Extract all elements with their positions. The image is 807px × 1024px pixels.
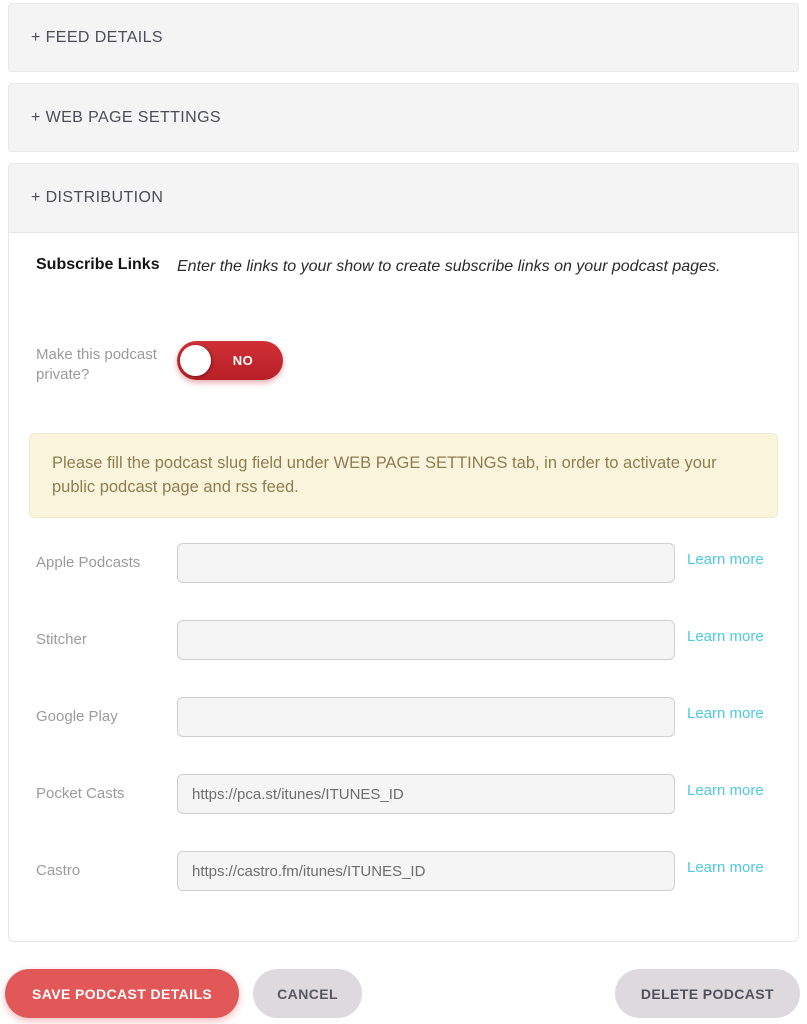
learn-more-link[interactable]: Learn more <box>687 859 764 876</box>
field-row <box>36 543 771 583</box>
accordion-feed-details[interactable] <box>8 3 799 72</box>
actions-bar <box>0 969 807 1018</box>
learn-more-link[interactable]: Learn more <box>687 628 764 645</box>
accordion-web-page-settings-label: + WEB PAGE SETTINGS <box>31 108 222 126</box>
subscribe-links-row <box>36 255 771 279</box>
learn-more-link[interactable]: Learn more <box>687 705 764 722</box>
field-input[interactable] <box>177 851 675 891</box>
distribution-panel <box>8 232 799 942</box>
toggle-state-label: NO <box>232 353 254 368</box>
cancel-button[interactable]: CANCEL <box>253 969 362 1018</box>
field-label: Google Play <box>36 708 118 725</box>
learn-more-link[interactable]: Learn more <box>687 551 764 568</box>
subscribe-link-fields <box>36 543 771 891</box>
accordion-distribution[interactable] <box>8 163 799 232</box>
field-row <box>36 774 771 814</box>
field-label: Apple Podcasts <box>36 554 141 571</box>
field-input[interactable] <box>177 543 675 583</box>
accordion-distribution-label: + DISTRIBUTION <box>31 189 164 206</box>
field-row <box>36 697 771 737</box>
field-input[interactable] <box>177 774 675 814</box>
field-label: Castro <box>36 862 81 879</box>
accordion-web-page-settings[interactable] <box>8 83 799 152</box>
subscribe-links-title: Subscribe Links <box>36 256 160 273</box>
toggle-knob <box>180 345 211 376</box>
field-label: Pocket Casts <box>36 785 125 802</box>
delete-podcast-button[interactable]: DELETE PODCAST <box>615 969 800 1018</box>
save-podcast-details-button[interactable]: SAVE PODCAST DETAILS <box>5 969 239 1018</box>
field-row <box>36 851 771 891</box>
learn-more-link[interactable]: Learn more <box>687 782 764 799</box>
accordion-feed-details-label: + FEED DETAILS <box>31 28 164 46</box>
private-toggle[interactable] <box>177 341 283 380</box>
field-input[interactable] <box>177 620 675 660</box>
field-input[interactable] <box>177 697 675 737</box>
field-label: Stitcher <box>36 631 87 648</box>
field-row <box>36 620 771 660</box>
subscribe-links-description: Enter the links to your show to create subscribe links on your podcast pages. <box>177 258 721 275</box>
private-toggle-label: Make this podcast private? <box>36 346 157 384</box>
slug-warning-banner: Please fill the podcast slug field under WEB PAGE SETTINGS tab, in order to activate your public podcast page and rss feed. <box>29 433 778 519</box>
private-toggle-row <box>36 341 771 386</box>
